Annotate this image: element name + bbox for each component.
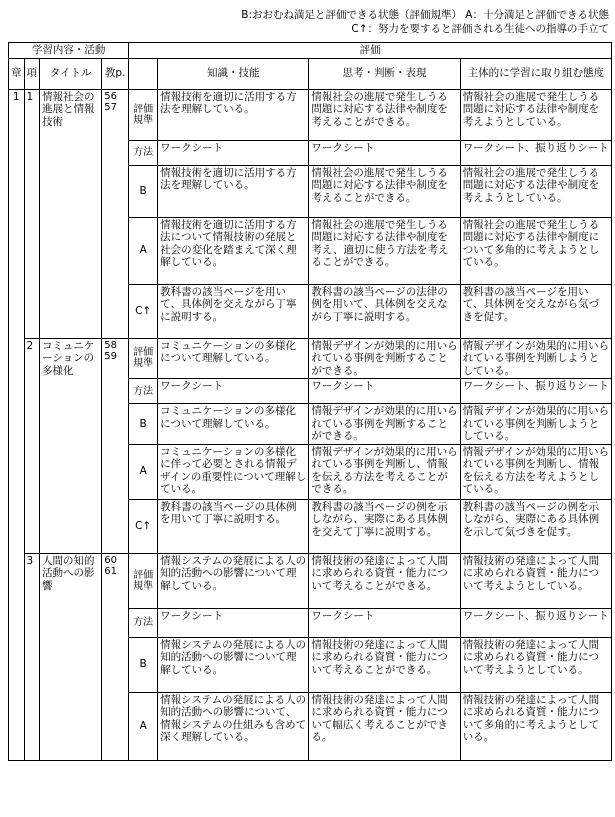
- b-attitude-3: 情報技術の発達によって人間に求められる資質・能力について考えようとしている。: [460, 637, 611, 692]
- knowledge-header: 知識・技能: [158, 58, 309, 89]
- chapter-header: 章: [9, 58, 25, 89]
- evaluation-header: 評価: [129, 43, 612, 59]
- method-attitude-3: ワークシート、振り返りシート: [460, 608, 611, 637]
- thinking-header: 思考・判断・表現: [309, 58, 460, 89]
- method-knowledge-2: ワークシート: [158, 379, 309, 404]
- b-thinking-1: 情報社会の進展で発生しうる問題に対応する法律や制度を考えることができる。: [309, 165, 460, 217]
- a-thinking-1: 情報社会の進展で発生しうる問題に対応する法律や制度を考え、適切に使う方法を考えることができる。: [309, 217, 460, 284]
- criteria-attitude-3: 情報技術の発達によって人間に求められる資質・能力について考えようとしている。: [460, 553, 611, 608]
- a-label-2: A: [129, 444, 158, 499]
- b-label-1: B: [129, 165, 158, 217]
- title-cell-3: 人間の知的活動への影響: [40, 553, 102, 760]
- criteria-knowledge-3: 情報システムの発展による人の知的活動への影響について理解している。: [158, 553, 309, 608]
- a-knowledge-3: 情報システムの発展による人の知的活動への影響について、情報システムの仕組みも含めて深く理解している。: [158, 692, 309, 760]
- criteria-attitude-1: 情報社会の進展で発生しうる問題に対応する法律や制度を考えようとしている。: [460, 89, 611, 140]
- pages-cell-1: 56 57: [102, 89, 129, 338]
- b-label-3: B: [129, 637, 158, 692]
- method-thinking-3: ワークシート: [309, 608, 460, 637]
- title-header: タイトル: [40, 58, 102, 89]
- a-thinking-3: 情報技術の発達によって人間に求められる資質・能力について幅広く考えることができる。: [309, 692, 460, 760]
- legend-line-1: B:おおむね満足と評価できる状態（評価規準） A：十分満足と評価できる状態: [241, 9, 609, 21]
- attitude-header: 主体的に学習に取り組む態度: [460, 58, 611, 89]
- criteria-knowledge-2: コミュニケーションの多様化について理解している。: [158, 338, 309, 379]
- method-attitude-1: ワークシート、振り返りシート: [460, 140, 611, 165]
- method-knowledge-1: ワークシート: [158, 140, 309, 165]
- method-label-1: 方法: [129, 140, 158, 165]
- method-thinking-2: ワークシート: [309, 379, 460, 404]
- b-label-2: B: [129, 404, 158, 445]
- method-knowledge-3: ワークシート: [158, 608, 309, 637]
- a-knowledge-2: コミュニケーションの多様化に伴って必要とされる情報デザインの重要性について理解している。: [158, 444, 309, 499]
- evaluation-table: [8, 42, 612, 761]
- b-attitude-2: 情報デザインが効果的に用いられている事例を判断しようとしている。: [460, 404, 611, 445]
- criteria-attitude-2: 情報デザインが効果的に用いられている事例を判断しようとしている。: [460, 338, 611, 379]
- c-attitude-2: 教科書の該当ページの例を示しながら、実際にある具体例を示して気づきを促す。: [460, 499, 611, 553]
- criteria-thinking-3: 情報技術の発達によって人間に求められる資質・能力について考えることができる。: [309, 553, 460, 608]
- a-thinking-2: 情報デザインが効果的に用いられている事例を判断し、情報を伝える方法を考えることができる。: [309, 444, 460, 499]
- b-thinking-2: 情報デザインが効果的に用いられている事例を判断することができる。: [309, 404, 460, 445]
- c-thinking-2: 教科書の該当ページの例を示しながら、実際にある具体例を交えて丁寧に説明する。: [309, 499, 460, 553]
- c-knowledge-1: 教科書の該当ページを用いて、具体例を交えながら丁寧に説明する。: [158, 284, 309, 338]
- criteria-thinking-1: 情報社会の進展で発生しうる問題に対応する法律や制度を考えることができる。: [309, 89, 460, 140]
- method-thinking-1: ワークシート: [309, 140, 460, 165]
- b-knowledge-1: 情報技術を適切に活用する方法を理解している。: [158, 165, 309, 217]
- a-label-3: A: [129, 692, 158, 760]
- item-cell-1: 1: [24, 89, 40, 338]
- legend: [9, 8, 609, 36]
- legend-line-2: C↑：努力を要すると評価される生徒への指導の手立て: [351, 23, 609, 35]
- a-knowledge-1: 情報技術を適切に活用する方法について情報技術の発展と社会の変化を踏まえて深く理解している。: [158, 217, 309, 284]
- criteria-label-2: 評価規準: [129, 338, 158, 379]
- item-cell-3: 3: [24, 553, 40, 760]
- method-label-3: 方法: [129, 608, 158, 637]
- pages-header: 教p.: [102, 58, 129, 89]
- a-label-1: A: [129, 217, 158, 284]
- criteria-label-3: 評価規準: [129, 553, 158, 608]
- item-cell-2: 2: [24, 338, 40, 553]
- c-label-2: C↑: [129, 499, 158, 553]
- b-thinking-3: 情報技術の発達によって人間に求められる資質・能力について考えることができる。: [309, 637, 460, 692]
- a-attitude-3: 情報技術の発達によって人間に求められる資質・能力について多角的に考えようとしている。: [460, 692, 611, 760]
- c-label-1: C↑: [129, 284, 158, 338]
- blank-header: [129, 58, 158, 89]
- chapter-cell: 1: [9, 89, 25, 760]
- pages-cell-3: 60 61: [102, 553, 129, 760]
- b-knowledge-3: 情報システムの発展による人の知的活動への影響について理解している。: [158, 637, 309, 692]
- c-attitude-1: 教科書の該当ページを用いて、具体例を交えながら気づきを促す。: [460, 284, 611, 338]
- a-attitude-2: 情報デザインが効果的に用いられている事例を判断し、情報を伝える方法を考えようとしている。: [460, 444, 611, 499]
- b-knowledge-2: コミュニケーションの多様化について理解している。: [158, 404, 309, 445]
- title-cell-2: コミュニケーションの多様化: [40, 338, 102, 553]
- b-attitude-1: 情報社会の進展で発生しうる問題に対応する法律や制度を考えようとしている。: [460, 165, 611, 217]
- item-header: 項: [24, 58, 40, 89]
- criteria-knowledge-1: 情報技術を適切に活用する方法を理解している。: [158, 89, 309, 140]
- a-attitude-1: 情報社会の進展で発生しうる問題に対応する法律や制度について多角的に考えようとしている。: [460, 217, 611, 284]
- learning-header: 学習内容・活動: [9, 43, 129, 59]
- criteria-thinking-2: 情報デザインが効果的に用いられている事例を判断することができる。: [309, 338, 460, 379]
- title-cell-1: 情報社会の進展と情報技術: [40, 89, 102, 338]
- c-knowledge-2: 教科書の該当ページの具体例を用いて丁寧に説明する。: [158, 499, 309, 553]
- method-attitude-2: ワークシート、振り返りシート: [460, 379, 611, 404]
- pages-cell-2: 58 59: [102, 338, 129, 553]
- method-label-2: 方法: [129, 379, 158, 404]
- c-thinking-1: 教科書の該当ページの法律の例を用いて、具体例を交えながら丁寧に説明する。: [309, 284, 460, 338]
- criteria-label-1: 評価規準: [129, 89, 158, 140]
